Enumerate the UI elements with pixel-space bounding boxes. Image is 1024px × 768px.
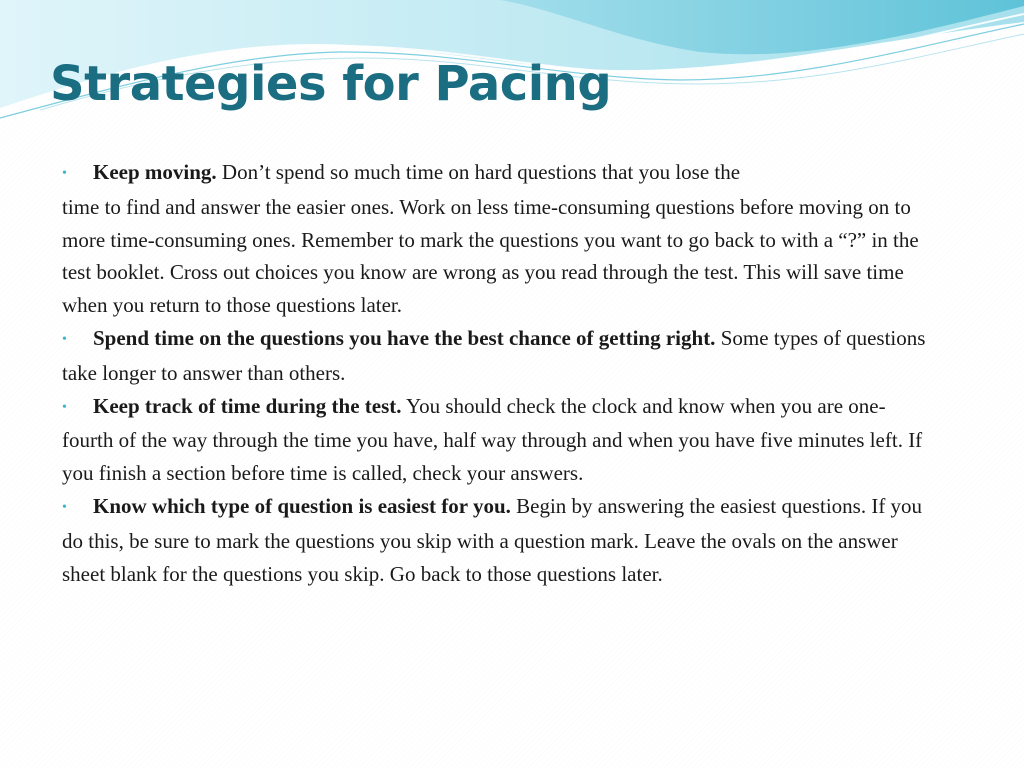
bullet-item [62,322,942,390]
bullet-item [62,156,942,322]
bullet-heading: Know which type of question is easiest for you. [93,493,511,518]
bullet-marker: • [62,499,67,515]
bullet-text-continued: time to find and answer the easier ones. Work on less time-consuming questions before moving on to more time-consuming ones. Remember to mark the questions you want to go back to with a “?” in the test booklet. Cross out choices you know are wrong as you read through the test. This will save time when you return to those questions later. [62,194,919,318]
bullet-item [62,490,942,590]
bullet-heading: Keep moving. [93,160,217,184]
bullet-heading: Spend time on the questions you have the best chance of getting right. [93,325,716,350]
bullet-marker: • [62,166,67,181]
bullet-list [62,156,942,590]
bullet-marker: • [62,331,67,347]
bullet-text: Begin by answering the easiest questions. If you do this, be sure to mark the questions you skip with a question mark. Leave the ovals on the answer sheet blank for the questions you skip. Go back to those questions later. [62,493,923,586]
bullet-item [62,390,942,490]
bullet-heading: Keep track of time during the test. [93,393,402,418]
bullet-marker: • [62,399,67,415]
bullet-text: Don’t spend so much time on hard questions that you lose the [221,160,741,184]
slide-title: Strategies for Pacing [50,56,612,112]
bullet-text: You should check the clock and know when you are one- fourth of the way through the time you have, half way through and when you have five minutes left. If you finish a section before time is called, check your answers. [62,393,923,486]
bullet-text: Some types of questions take longer to answer than others. [62,325,926,385]
